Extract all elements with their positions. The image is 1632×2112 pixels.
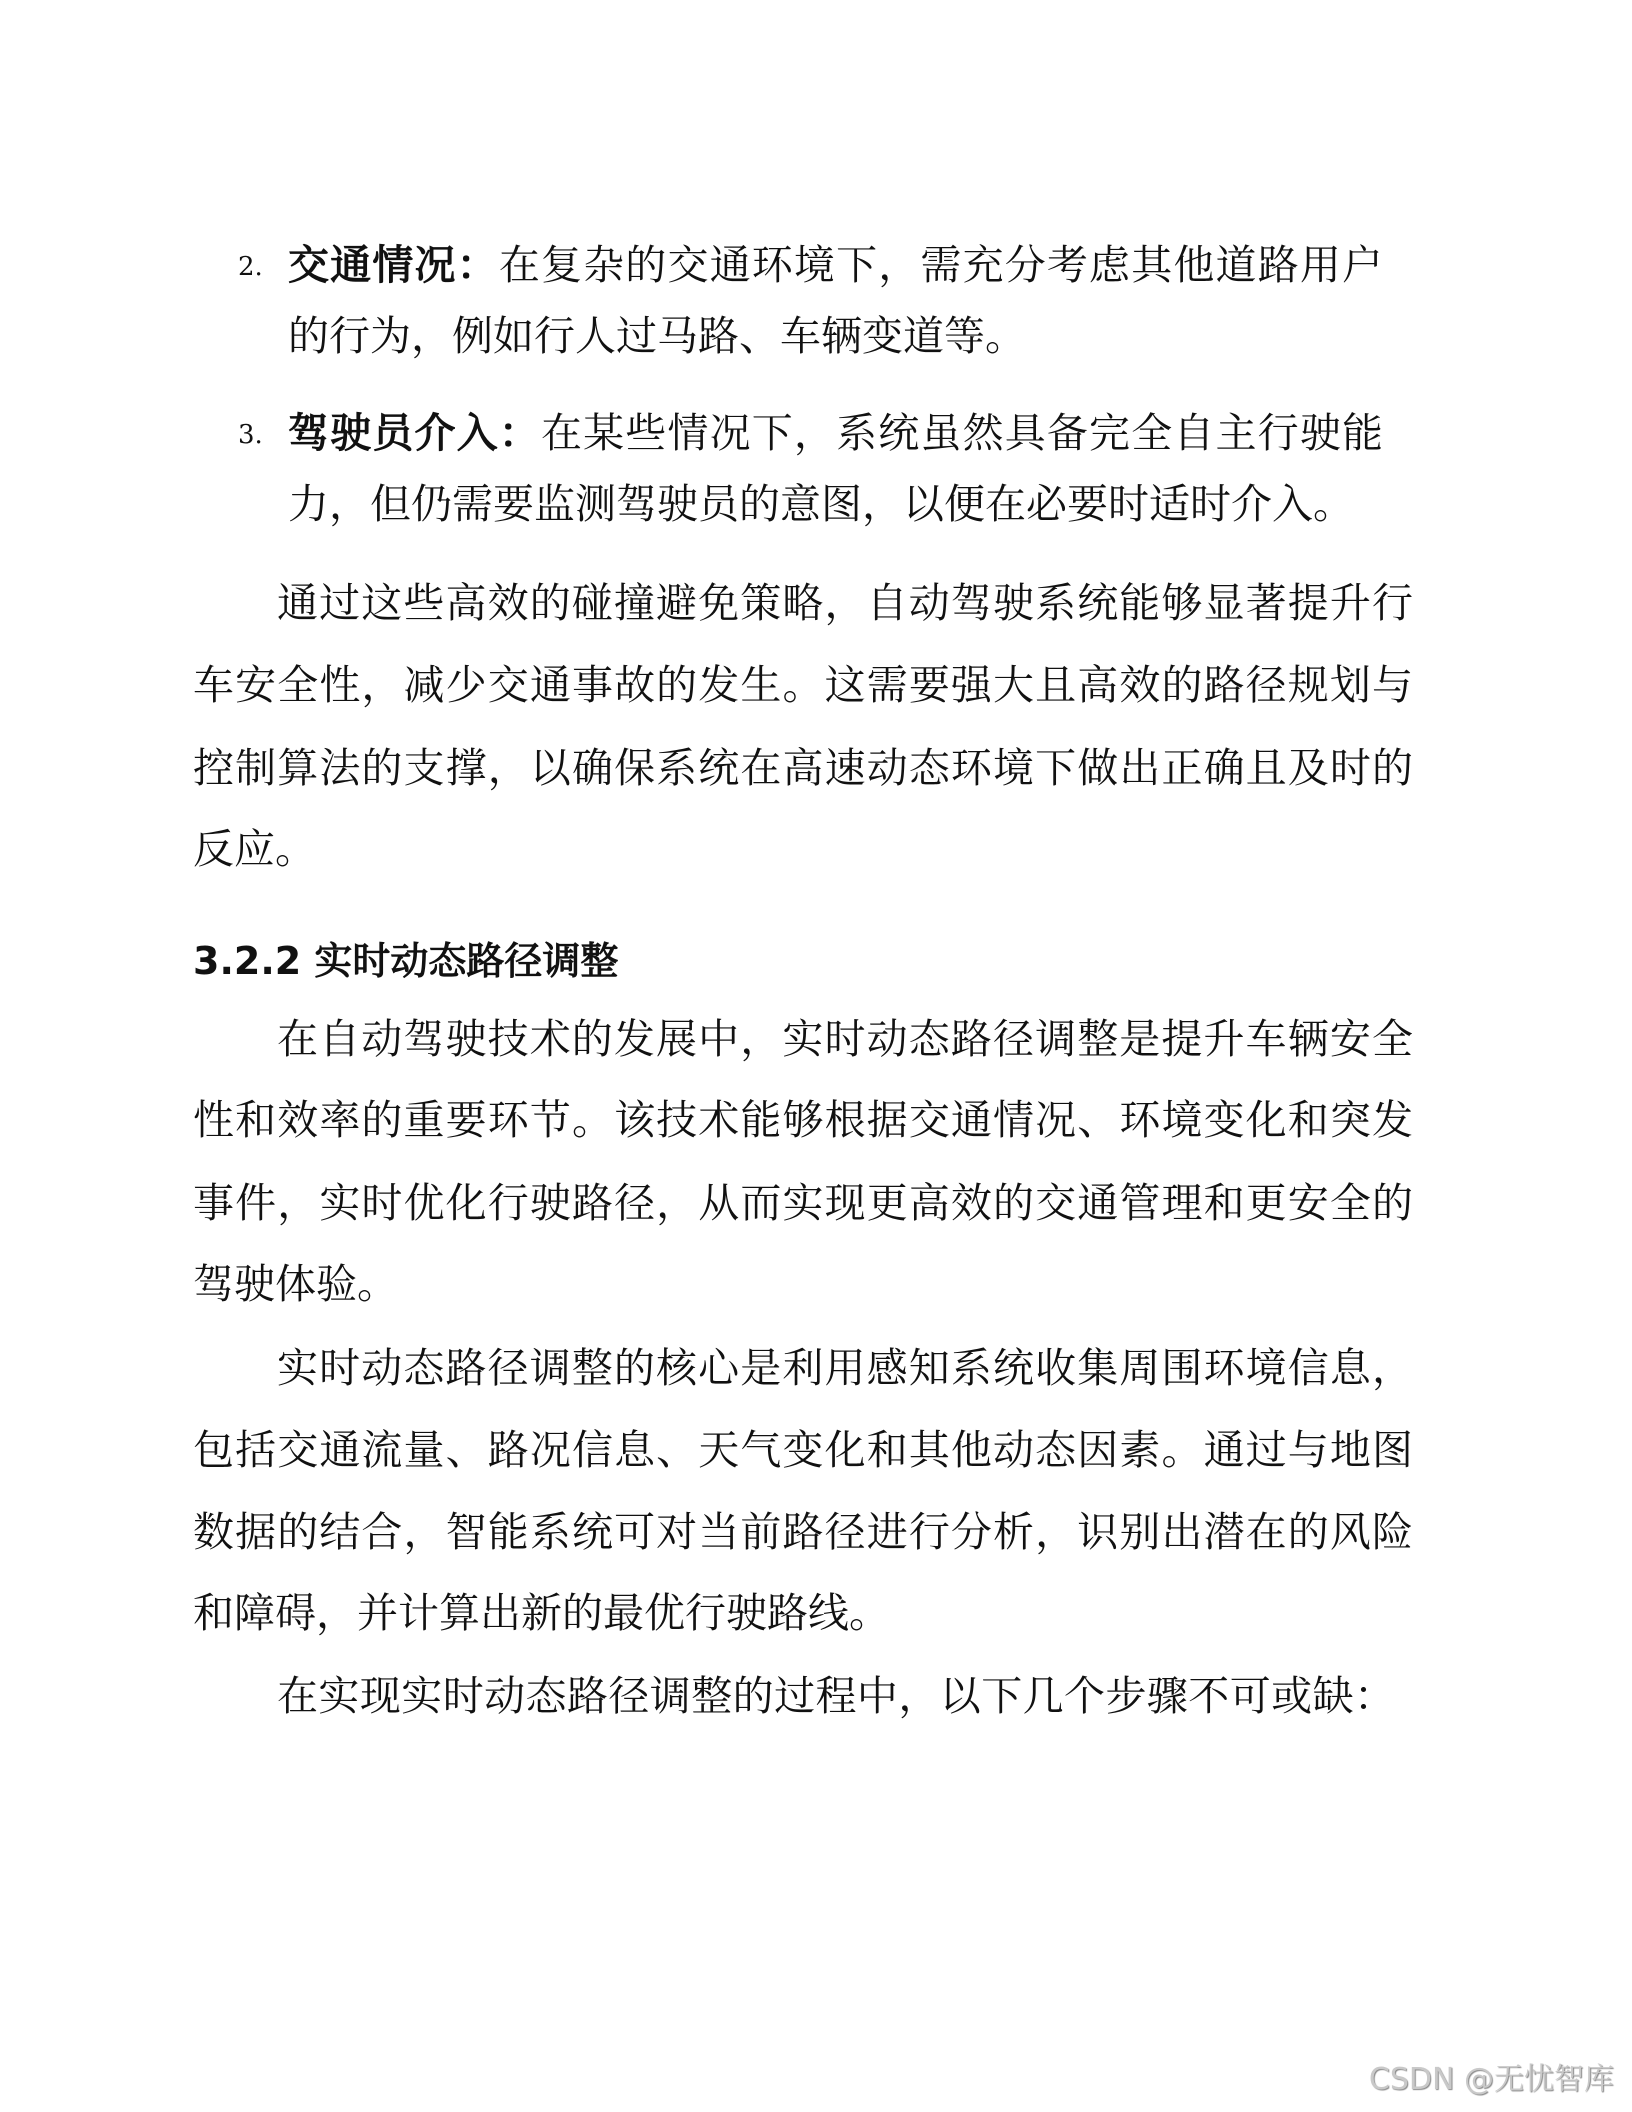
paragraph-line: 在自动驾驶技术的发展中，实时动态路径调整是提升车辆安全	[277, 1015, 1413, 1063]
list-item-line	[288, 240, 1383, 290]
list-number: 3.	[238, 420, 263, 450]
paragraph-line: 包括交通流量、路况信息、天气变化和其他动态因素。通过与地图	[193, 1426, 1413, 1474]
list-number: 2.	[238, 252, 263, 282]
paragraph-line: 通过这些高效的碰撞避免策略，自动驾驶系统能够显著提升行	[277, 579, 1413, 627]
paragraph-line: 数据的结合，智能系统可对当前路径进行分析，识别出潜在的风险	[193, 1508, 1413, 1556]
section-heading: 3.2.2 实时动态路径调整	[193, 939, 619, 983]
watermark: CSDN @无忧智库	[1368, 2062, 1614, 2097]
list-item-text: 在复杂的交通环境下，需充分考虑其他道路用户	[498, 241, 1384, 289]
list-item-term: 交通情况：	[288, 241, 499, 289]
paragraph-line: 车安全性，减少交通事故的发生。这需要强大且高效的路径规划与	[193, 661, 1413, 709]
paragraph-line: 驾驶体验。	[193, 1260, 398, 1308]
paragraph-line: 性和效率的重要环节。该技术能够根据交通情况、环境变化和突发	[193, 1096, 1413, 1144]
paragraph-line: 实时动态路径调整的核心是利用感知系统收集周围环境信息，	[277, 1344, 1413, 1392]
list-item-line	[288, 408, 1383, 458]
paragraph-line: 控制算法的支撑，以确保系统在高速动态环境下做出正确且及时的	[193, 744, 1413, 792]
list-item-term: 驾驶员介入：	[288, 409, 541, 457]
paragraph-line: 和障碍，并计算出新的最优行驶路线。	[193, 1589, 890, 1637]
paragraph-line: 在实现实时动态路径调整的过程中，以下几个步骤不可或缺：	[277, 1672, 1395, 1720]
list-item-line: 力，但仍需要监测驾驶员的意图，以便在必要时适时介入。	[288, 480, 1354, 528]
paragraph-line: 事件，实时优化行驶路径，从而实现更高效的交通管理和更安全的	[193, 1179, 1413, 1227]
paragraph-line: 反应。	[193, 825, 316, 873]
list-item-text: 在某些情况下，系统虽然具备完全自主行驶能	[540, 409, 1384, 457]
list-item-line: 的行为，例如行人过马路、车辆变道等。	[288, 312, 1026, 360]
